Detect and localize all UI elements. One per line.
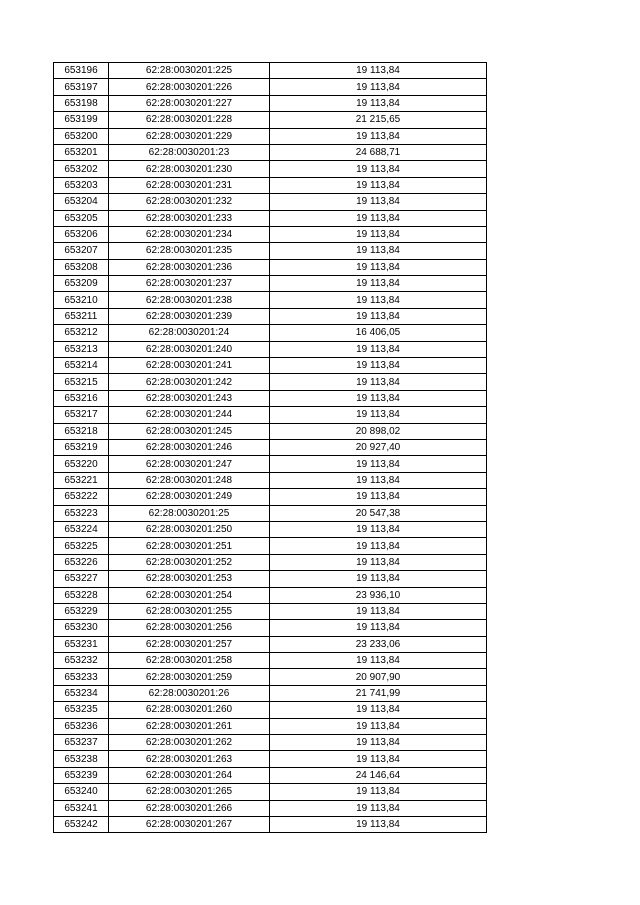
value-cell: 19 113,84: [270, 456, 487, 472]
cadastral-number-cell: 62:28:0030201:255: [109, 603, 270, 619]
row-number-cell: 653236: [54, 718, 109, 734]
value-cell: 19 113,84: [270, 554, 487, 570]
table-row: [54, 325, 487, 341]
row-number-cell: 653199: [54, 112, 109, 128]
cadastral-number-cell: 62:28:0030201:238: [109, 292, 270, 308]
row-number-cell: 653227: [54, 571, 109, 587]
row-number-cell: 653229: [54, 603, 109, 619]
cadastral-number-cell: 62:28:0030201:256: [109, 620, 270, 636]
value-cell: 19 113,84: [270, 79, 487, 95]
row-number-cell: 653203: [54, 177, 109, 193]
row-number-cell: 653216: [54, 390, 109, 406]
table-row: [54, 554, 487, 570]
cadastral-number-cell: 62:28:0030201:264: [109, 767, 270, 783]
cadastral-number-cell: 62:28:0030201:233: [109, 210, 270, 226]
row-number-cell: 653206: [54, 226, 109, 242]
table-row: [54, 210, 487, 226]
row-number-cell: 653213: [54, 341, 109, 357]
row-number-cell: 653223: [54, 505, 109, 521]
table-row: [54, 243, 487, 259]
cadastral-number-cell: 62:28:0030201:253: [109, 571, 270, 587]
row-number-cell: 653230: [54, 620, 109, 636]
cadastral-number-cell: 62:28:0030201:245: [109, 423, 270, 439]
table-row: [54, 620, 487, 636]
value-cell: 19 113,84: [270, 95, 487, 111]
value-cell: 23 936,10: [270, 587, 487, 603]
table-row: [54, 128, 487, 144]
cadastral-number-cell: 62:28:0030201:250: [109, 521, 270, 537]
cadastral-number-cell: 62:28:0030201:26: [109, 685, 270, 701]
value-cell: 20 898,02: [270, 423, 487, 439]
table-row: [54, 112, 487, 128]
row-number-cell: 653225: [54, 538, 109, 554]
cadastral-number-cell: 62:28:0030201:230: [109, 161, 270, 177]
table-row: [54, 456, 487, 472]
table-row: [54, 587, 487, 603]
row-number-cell: 653210: [54, 292, 109, 308]
cadastral-number-cell: 62:28:0030201:227: [109, 95, 270, 111]
cadastral-number-cell: 62:28:0030201:260: [109, 702, 270, 718]
table-row: [54, 521, 487, 537]
value-cell: 19 113,84: [270, 603, 487, 619]
table-row: [54, 800, 487, 816]
cadastral-number-cell: 62:28:0030201:266: [109, 800, 270, 816]
table-row: [54, 718, 487, 734]
row-number-cell: 653219: [54, 439, 109, 455]
row-number-cell: 653235: [54, 702, 109, 718]
row-number-cell: 653215: [54, 374, 109, 390]
value-cell: 19 113,84: [270, 358, 487, 374]
table-row: [54, 685, 487, 701]
table-row: [54, 177, 487, 193]
row-number-cell: 653197: [54, 79, 109, 95]
table-row: [54, 161, 487, 177]
table-row: [54, 292, 487, 308]
row-number-cell: 653204: [54, 194, 109, 210]
value-cell: 19 113,84: [270, 407, 487, 423]
table-row: [54, 390, 487, 406]
row-number-cell: 653232: [54, 653, 109, 669]
cadastral-number-cell: 62:28:0030201:265: [109, 784, 270, 800]
value-cell: 16 406,05: [270, 325, 487, 341]
value-cell: 19 113,84: [270, 226, 487, 242]
cadastral-number-cell: 62:28:0030201:263: [109, 751, 270, 767]
value-cell: 23 233,06: [270, 636, 487, 652]
row-number-cell: 653209: [54, 276, 109, 292]
table-row: [54, 816, 487, 832]
row-number-cell: 653234: [54, 685, 109, 701]
table-row: [54, 423, 487, 439]
value-cell: 19 113,84: [270, 128, 487, 144]
row-number-cell: 653233: [54, 669, 109, 685]
value-cell: 19 113,84: [270, 243, 487, 259]
value-cell: 19 113,84: [270, 259, 487, 275]
value-cell: 20 907,90: [270, 669, 487, 685]
cadastral-number-cell: 62:28:0030201:236: [109, 259, 270, 275]
value-cell: 19 113,84: [270, 390, 487, 406]
value-cell: 19 113,84: [270, 538, 487, 554]
cadastral-number-cell: 62:28:0030201:231: [109, 177, 270, 193]
row-number-cell: 653237: [54, 735, 109, 751]
value-cell: 19 113,84: [270, 276, 487, 292]
value-cell: 19 113,84: [270, 653, 487, 669]
cadastral-number-cell: 62:28:0030201:232: [109, 194, 270, 210]
table-row: [54, 276, 487, 292]
cadastral-number-cell: 62:28:0030201:228: [109, 112, 270, 128]
table-row: [54, 194, 487, 210]
table-row: [54, 374, 487, 390]
table-row: [54, 144, 487, 160]
table-row: [54, 653, 487, 669]
row-number-cell: 653217: [54, 407, 109, 423]
value-cell: 19 113,84: [270, 63, 487, 79]
table-row: [54, 538, 487, 554]
value-cell: 19 113,84: [270, 374, 487, 390]
value-cell: 19 113,84: [270, 292, 487, 308]
row-number-cell: 653198: [54, 95, 109, 111]
value-cell: 20 927,40: [270, 439, 487, 455]
table-row: [54, 308, 487, 324]
row-number-cell: 653214: [54, 358, 109, 374]
cadastral-number-cell: 62:28:0030201:252: [109, 554, 270, 570]
row-number-cell: 653231: [54, 636, 109, 652]
row-number-cell: 653211: [54, 308, 109, 324]
value-cell: 19 113,84: [270, 735, 487, 751]
cadastral-number-cell: 62:28:0030201:229: [109, 128, 270, 144]
row-number-cell: 653238: [54, 751, 109, 767]
row-number-cell: 653241: [54, 800, 109, 816]
cadastral-number-cell: 62:28:0030201:237: [109, 276, 270, 292]
table-row: [54, 226, 487, 242]
table-row: [54, 767, 487, 783]
value-cell: 19 113,84: [270, 472, 487, 488]
value-cell: 19 113,84: [270, 784, 487, 800]
cadastral-number-cell: 62:28:0030201:234: [109, 226, 270, 242]
table-row: [54, 735, 487, 751]
value-cell: 19 113,84: [270, 308, 487, 324]
table-row: [54, 63, 487, 79]
table-body: [54, 63, 487, 833]
cadastral-number-cell: 62:28:0030201:235: [109, 243, 270, 259]
row-number-cell: 653201: [54, 144, 109, 160]
value-cell: 19 113,84: [270, 489, 487, 505]
table-row: [54, 702, 487, 718]
row-number-cell: 653208: [54, 259, 109, 275]
cadastral-number-cell: 62:28:0030201:24: [109, 325, 270, 341]
table-row: [54, 341, 487, 357]
value-cell: 19 113,84: [270, 161, 487, 177]
table-row: [54, 784, 487, 800]
value-cell: 19 113,84: [270, 751, 487, 767]
cadastral-number-cell: 62:28:0030201:259: [109, 669, 270, 685]
cadastral-number-cell: 62:28:0030201:251: [109, 538, 270, 554]
row-number-cell: 653226: [54, 554, 109, 570]
table-row: [54, 358, 487, 374]
row-number-cell: 653212: [54, 325, 109, 341]
cadastral-number-cell: 62:28:0030201:258: [109, 653, 270, 669]
value-cell: 19 113,84: [270, 341, 487, 357]
table-row: [54, 79, 487, 95]
cadastral-number-cell: 62:28:0030201:267: [109, 816, 270, 832]
cadastral-number-cell: 62:28:0030201:23: [109, 144, 270, 160]
table-row: [54, 751, 487, 767]
table-row: [54, 505, 487, 521]
value-cell: 24 688,71: [270, 144, 487, 160]
value-cell: 21 215,65: [270, 112, 487, 128]
cadastral-number-cell: 62:28:0030201:226: [109, 79, 270, 95]
value-cell: 19 113,84: [270, 816, 487, 832]
data-table: [53, 62, 487, 833]
row-number-cell: 653207: [54, 243, 109, 259]
table-row: [54, 669, 487, 685]
table-row: [54, 636, 487, 652]
row-number-cell: 653224: [54, 521, 109, 537]
table-row: [54, 472, 487, 488]
row-number-cell: 653196: [54, 63, 109, 79]
table-row: [54, 603, 487, 619]
row-number-cell: 653205: [54, 210, 109, 226]
cadastral-number-cell: 62:28:0030201:249: [109, 489, 270, 505]
table-row: [54, 95, 487, 111]
cadastral-number-cell: 62:28:0030201:242: [109, 374, 270, 390]
value-cell: 19 113,84: [270, 800, 487, 816]
value-cell: 19 113,84: [270, 177, 487, 193]
row-number-cell: 653221: [54, 472, 109, 488]
value-cell: 19 113,84: [270, 702, 487, 718]
table-row: [54, 439, 487, 455]
row-number-cell: 653240: [54, 784, 109, 800]
cadastral-number-cell: 62:28:0030201:240: [109, 341, 270, 357]
cadastral-number-cell: 62:28:0030201:247: [109, 456, 270, 472]
cadastral-number-cell: 62:28:0030201:243: [109, 390, 270, 406]
row-number-cell: 653218: [54, 423, 109, 439]
row-number-cell: 653242: [54, 816, 109, 832]
value-cell: 21 741,99: [270, 685, 487, 701]
cadastral-number-cell: 62:28:0030201:261: [109, 718, 270, 734]
cadastral-number-cell: 62:28:0030201:257: [109, 636, 270, 652]
value-cell: 20 547,38: [270, 505, 487, 521]
cadastral-number-cell: 62:28:0030201:246: [109, 439, 270, 455]
table-row: [54, 407, 487, 423]
cadastral-number-cell: 62:28:0030201:225: [109, 63, 270, 79]
row-number-cell: 653222: [54, 489, 109, 505]
cadastral-number-cell: 62:28:0030201:262: [109, 735, 270, 751]
cadastral-number-cell: 62:28:0030201:244: [109, 407, 270, 423]
value-cell: 19 113,84: [270, 718, 487, 734]
row-number-cell: 653228: [54, 587, 109, 603]
row-number-cell: 653200: [54, 128, 109, 144]
row-number-cell: 653202: [54, 161, 109, 177]
value-cell: 19 113,84: [270, 194, 487, 210]
cadastral-number-cell: 62:28:0030201:25: [109, 505, 270, 521]
value-cell: 24 146,64: [270, 767, 487, 783]
cadastral-number-cell: 62:28:0030201:239: [109, 308, 270, 324]
table-row: [54, 489, 487, 505]
row-number-cell: 653220: [54, 456, 109, 472]
cadastral-number-cell: 62:28:0030201:241: [109, 358, 270, 374]
table-row: [54, 571, 487, 587]
value-cell: 19 113,84: [270, 521, 487, 537]
cadastral-number-cell: 62:28:0030201:254: [109, 587, 270, 603]
value-cell: 19 113,84: [270, 571, 487, 587]
table-row: [54, 259, 487, 275]
value-cell: 19 113,84: [270, 620, 487, 636]
row-number-cell: 653239: [54, 767, 109, 783]
cadastral-number-cell: 62:28:0030201:248: [109, 472, 270, 488]
value-cell: 19 113,84: [270, 210, 487, 226]
